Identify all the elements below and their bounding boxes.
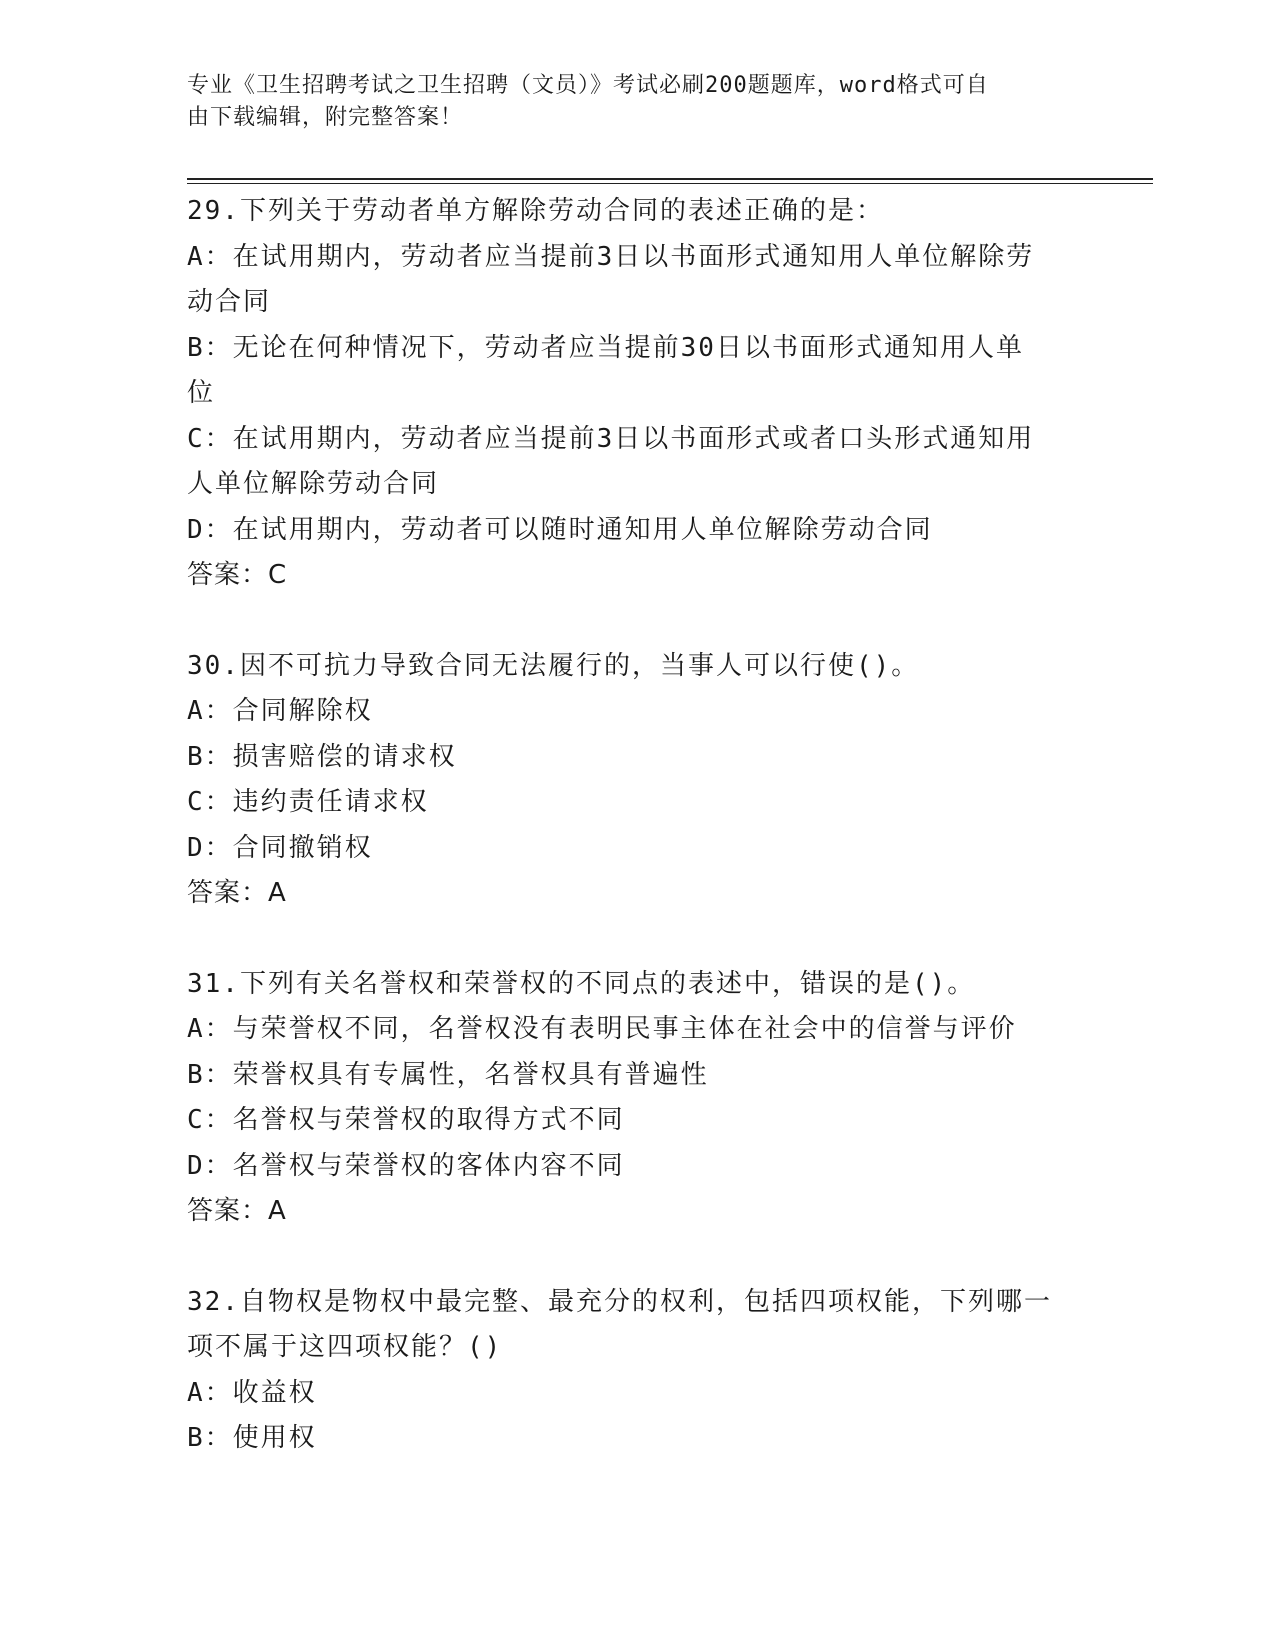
header-divider-thin xyxy=(187,183,1153,184)
question-32 xyxy=(187,1280,1067,1462)
header-line: 由下载编辑，附完整答案！ xyxy=(187,105,464,130)
option-b: B：损害赔偿的请求权 xyxy=(187,741,457,772)
question-stem: 30.因不可抗力导致合同无法履行的，当事人可以行使()。 xyxy=(187,650,920,681)
question-29 xyxy=(187,189,1067,599)
option-b: B：使用权 xyxy=(187,1423,317,1453)
option-d: D：合同撤销权 xyxy=(187,832,373,863)
option-a: A：合同解除权 xyxy=(187,696,373,726)
option-a-cont: 动合同 xyxy=(187,287,272,317)
question-stem: 29.下列关于劳动者单方解除劳动合同的表述正确的是： xyxy=(187,196,884,226)
question-stem-cont: 项不属于这四项权能？() xyxy=(187,1332,503,1362)
answer-line: 答案：C xyxy=(187,560,288,590)
option-d: D：在试用期内，劳动者可以随时通知用人单位解除劳动合同 xyxy=(187,514,933,545)
spacer xyxy=(187,1235,1067,1280)
question-31 xyxy=(187,962,1067,1235)
answer-line: 答案：A xyxy=(187,1196,287,1226)
option-a: A：在试用期内，劳动者应当提前3日以书面形式通知用人单位解除劳 xyxy=(187,241,1035,272)
option-c: C：名誉权与荣誉权的取得方式不同 xyxy=(187,1105,625,1135)
option-b-cont: 位 xyxy=(187,378,216,408)
option-c-cont: 人单位解除劳动合同 xyxy=(187,469,440,499)
spacer xyxy=(187,917,1067,962)
option-c: C：在试用期内，劳动者应当提前3日以书面形式或者口头形式通知用 xyxy=(187,423,1035,454)
question-stem: 31.下列有关名誉权和荣誉权的不同点的表述中，错误的是()。 xyxy=(187,968,976,999)
option-b: B：无论在何种情况下，劳动者应当提前30日以书面形式通知用人单 xyxy=(187,332,1024,363)
header-line: 专业《卫生招聘考试之卫生招聘（文员）》考试必刷200题题库，word格式可自 xyxy=(187,73,989,98)
option-b: B：荣誉权具有专属性，名誉权具有普遍性 xyxy=(187,1059,709,1090)
answer-line: 答案：A xyxy=(187,878,287,908)
option-c: C：违约责任请求权 xyxy=(187,787,429,817)
option-a: A：与荣誉权不同，名誉权没有表明民事主体在社会中的信誉与评价 xyxy=(187,1014,1017,1044)
option-d: D：名誉权与荣誉权的客体内容不同 xyxy=(187,1150,625,1181)
header-divider-thick xyxy=(187,178,1153,180)
question-stem: 32.自物权是物权中最完整、最充分的权利，包括四项权能，下列哪一 xyxy=(187,1286,1052,1317)
question-list xyxy=(187,189,1067,1462)
option-a: A：收益权 xyxy=(187,1377,317,1408)
question-30 xyxy=(187,644,1067,917)
spacer xyxy=(187,599,1067,644)
document-header xyxy=(187,70,1067,134)
